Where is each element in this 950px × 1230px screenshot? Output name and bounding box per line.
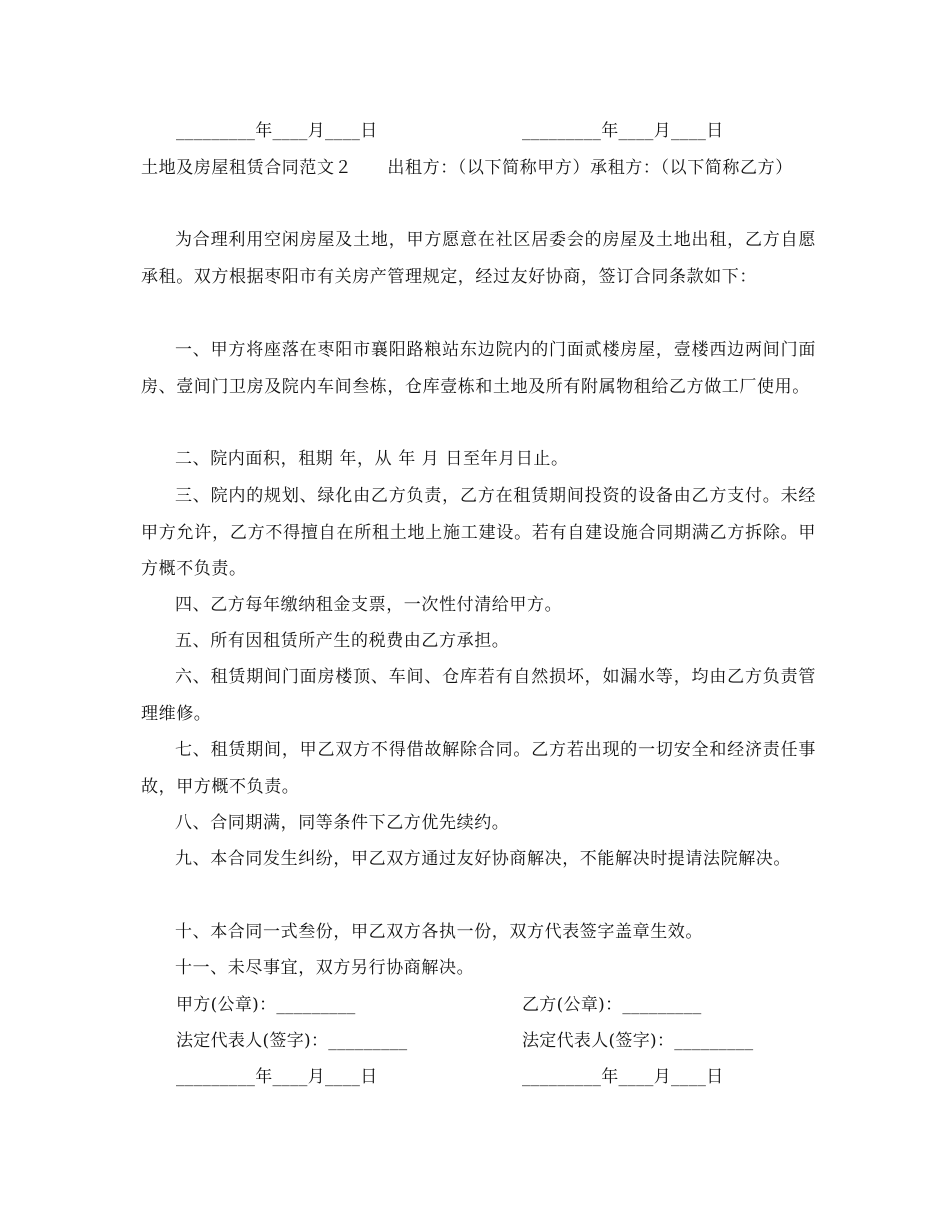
party-a-seal: 甲方(公章)：_________ (176, 995, 356, 1015)
clause-9: 九、本合同发生纠纷，甲乙双方通过友好协商解决，不能解决时提请法院解决。 (175, 849, 791, 869)
clause-4: 四、乙方每年缴纳租金支票，一次性付清给甲方。 (175, 595, 563, 615)
party-b-seal: 乙方(公章)：_________ (522, 995, 702, 1015)
clause-3: 三、院内的规划、绿化由乙方负责，乙方在租赁期间投资的设备由乙方支付。未经甲方允许，乙方不得擅自在所租土地上施工建设。若有自建设施合同期满乙方拆除。甲方概不负责。 (141, 486, 816, 579)
clause-6: 六、租赁期间门面房楼顶、车间、仓库若有自然损坏，如漏水等，均由乙方负责管理维修。 (141, 667, 816, 724)
clause-2: 二、院内面积，租期 年，从 年 月 日至年月日止。 (175, 449, 569, 469)
bottom-date-left: _________年____月____日 (176, 1067, 378, 1087)
top-date-right: _________年____月____日 (522, 121, 724, 141)
clause-5: 五、所有因租赁所产生的税费由乙方承担。 (175, 631, 510, 651)
clause-8: 八、合同期满，同等条件下乙方优先续约。 (175, 813, 510, 833)
intro-paragraph: 为合理利用空闲房屋及土地，甲方愿意在社区居委会的房屋及土地出租，乙方自愿承租。双方根据枣阳市有关房产管理规定，经过友好协商，签订合同条款如下： (141, 230, 816, 287)
contract-title-line: 土地及房屋租赁合同范文２ 出租方：（以下简称甲方）承租方：（以下简称乙方） (141, 158, 793, 178)
clause-7: 七、租赁期间，甲乙双方不得借故解除合同。乙方若出现的一切安全和经济责任事故，甲方概不负责。 (141, 740, 816, 797)
party-b-representative: 法定代表人(签字)：_________ (522, 1031, 754, 1051)
clause-10: 十、本合同一式叁份，甲乙双方各执一份，双方代表签字盖章生效。 (175, 922, 703, 942)
bottom-date-right: _________年____月____日 (522, 1067, 724, 1087)
party-a-representative: 法定代表人(签字)：_________ (176, 1031, 408, 1051)
clause-11: 十一、未尽事宜，双方另行协商解决。 (175, 958, 475, 978)
clause-1: 一、甲方将座落在枣阳市襄阳路粮站东边院内的门面贰楼房屋，壹楼西边两间门面房、壹间门卫房及院内车间叁栋，仓库壹栋和土地及所有附属物租给乙方做工厂使用。 (141, 340, 816, 397)
top-date-left: _________年____月____日 (176, 121, 378, 141)
